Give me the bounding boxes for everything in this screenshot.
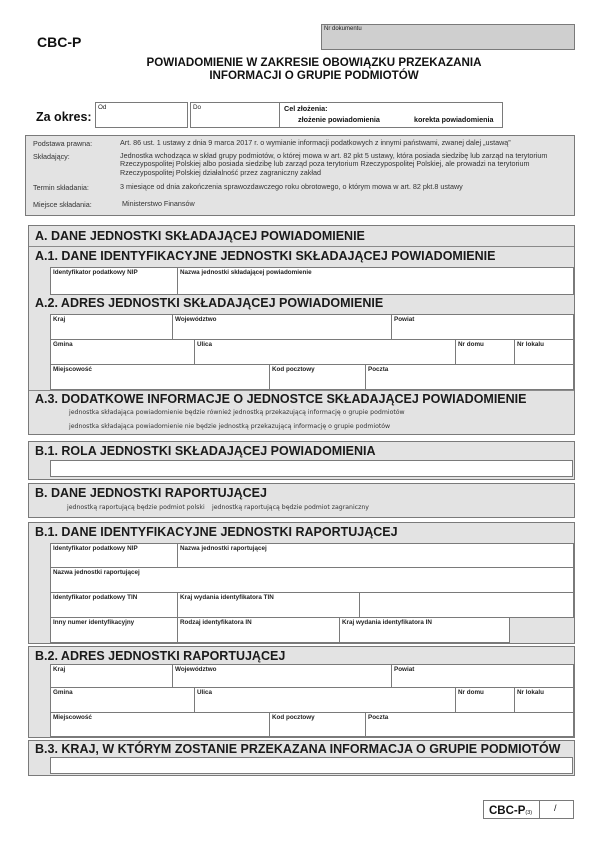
a2-nr-domu-label: Nr domu [458,341,484,348]
section-b3 [28,740,575,776]
a2-wojewodztwo-field[interactable] [172,314,392,340]
b1-tin-field[interactable] [50,592,178,618]
a2-ulica-label: Ulica [197,341,213,348]
section-a [28,225,575,435]
section-b-title: B. DANE JEDNOSTKI RAPORTUJĄCEJ [35,486,267,500]
form-title [0,56,600,82]
a2-nr-domu-field[interactable] [455,339,515,365]
b1-name2-label: Nazwa jednostki raportującej [53,569,140,576]
period-from-label: Od [98,104,107,111]
b1-name-label: Nazwa jednostki raportującej [180,545,267,552]
title-line-1: POWIADOMIENIE W ZAKRESIE OBOWIĄZKU PRZEKAZANIA [146,56,482,69]
a3-option-will-report[interactable]: jednostka składająca powiadomienie będzie również jednostką przekazującą informację o grupie podmiotów [69,409,405,416]
a2-wojewodztwo-label: Województwo [175,316,217,323]
b3-country-field[interactable] [50,757,573,774]
b2-powiat-label: Powiat [394,666,415,673]
b2-gmina-label: Gmina [53,689,73,696]
doc-number-label: Nr dokumentu [324,26,362,32]
footer-code: CBC-P [489,805,526,817]
info-key-legal-basis: Podstawa prawna: [33,139,93,148]
b2-wojewodztwo-label: Województwo [175,666,217,673]
period-from-field[interactable] [95,102,188,128]
b1-tin-country-field[interactable] [177,592,360,618]
doc-number-field[interactable] [321,24,575,50]
b1-tin-label: Identyfikator podatkowy TIN [53,594,138,601]
a1-nip-label: Identyfikator podatkowy NIP [53,269,138,276]
info-key-deadline: Termin składania: [33,183,89,192]
b2-poczta-label: Poczta [368,714,389,721]
section-a2-title: A.2. ADRES JEDNOSTKI SKŁADAJĄCEJ POWIADOMIENIE [35,296,384,310]
a3-option-will-not-report[interactable]: jednostka składająca powiadomienie nie będzie jednostką przekazującą informację o grupie podmiotów [69,423,391,430]
b2-wojewodztwo-field[interactable] [172,664,392,688]
purpose-box [279,102,503,128]
info-key-place: Miejsce składania: [33,200,92,209]
b2-powiat-field[interactable] [391,664,574,688]
footer-page-box [483,800,574,819]
period-to-field[interactable] [190,102,283,128]
b1-in-type-field[interactable] [177,617,340,643]
b2-kraj-field[interactable] [50,664,173,688]
info-value-place: Ministerstwo Finansów [122,199,195,208]
b2-ulica-label: Ulica [197,689,213,696]
b1-nip-label: Identyfikator podatkowy NIP [53,545,138,552]
section-a3-title: A.3. DODATKOWE INFORMACJE O JEDNOSTCE SKŁADAJĄCEJ POWIADOMIENIE [35,392,527,406]
b2-miejscowosc-field[interactable] [50,712,270,737]
a2-ulica-field[interactable] [194,339,456,365]
section-a1-title: A.1. DANE IDENTYFIKACYJNE JEDNOSTKI SKŁADAJĄCEJ POWIADOMIENIE [35,249,496,263]
a2-powiat-label: Powiat [394,316,415,323]
a1-name-label: Nazwa jednostki składającej powiadomienie [180,269,312,276]
form-code: CBC-P [37,34,82,50]
b2-kraj-label: Kraj [53,666,66,673]
b2-nr-domu-field[interactable] [455,687,515,713]
b-option-polish[interactable]: jednostką raportującą będzie podmiot polski [67,504,205,511]
b2-nr-lokalu-field[interactable] [514,687,574,713]
title-line-2: INFORMACJI O GRUPIE PODMIOTÓW [209,69,419,82]
section-a-title: A. DANE JEDNOSTKI SKŁADAJĄCEJ POWIADOMIENIE [35,229,365,243]
purpose-option-submit[interactable]: złożenie powiadomienia [298,115,380,124]
section-b2-title: B.2. ADRES JEDNOSTKI RAPORTUJĄCEJ [35,649,286,663]
info-key-submitter: Składający: [33,152,70,161]
section-b1-title: B.1. DANE IDENTYFIKACYJNE JEDNOSTKI RAPORTUJĄCEJ [35,525,398,539]
a1-name-field[interactable] [177,267,574,295]
a2-kraj-label: Kraj [53,316,66,323]
a2-nr-lokalu-field[interactable] [514,339,574,365]
period-label: Za okres: [36,110,92,124]
b1-in-type-label: Rodzaj identyfikatora IN [180,619,252,626]
a2-miejscowosc-field[interactable] [50,364,270,390]
purpose-option-correction[interactable]: korekta powiadomienia [414,115,494,124]
section-b-role [28,441,575,480]
a1-nip-field[interactable] [50,267,178,295]
footer-page: / [554,803,557,813]
a2-powiat-field[interactable] [391,314,574,340]
b1-tin-country-label: Kraj wydania identyfikatora TIN [180,594,274,601]
a2-gmina-label: Gmina [53,341,73,348]
info-value-deadline: 3 miesiące od dnia zakończenia sprawozdawczego roku obrotowego, o którym mowa w art. 82 pkt.8 ustawy [120,182,463,191]
b2-ulica-field[interactable] [194,687,456,713]
purpose-label: Cel złożenia: [284,104,328,113]
b1-in-country-field[interactable] [339,617,510,643]
b1-nip-field[interactable] [50,543,178,568]
b-role-field[interactable] [50,460,573,477]
footer-code-cell [484,801,540,818]
b1-in-field[interactable] [50,617,178,643]
section-b3-title: B.3. KRAJ, W KTÓRYM ZOSTANIE PRZEKAZANA INFORMACJA O GRUPIE PODMIOTÓW [35,742,561,756]
a2-nr-lokalu-label: Nr lokalu [517,341,544,348]
section-b2 [28,646,575,738]
b2-miejscowosc-label: Miejscowość [53,714,92,721]
section-b1 [28,522,575,644]
b1-tin-extra-field[interactable] [359,592,574,618]
b2-gmina-field[interactable] [50,687,195,713]
b1-name2-field[interactable] [50,567,574,593]
section-b-role-title: B.1. ROLA JEDNOSTKI SKŁADAJĄCEJ POWIADOMIENIA [35,444,376,458]
a2-kod-field[interactable] [269,364,366,390]
b1-in-label: Inny numer identyfikacyjny [53,619,135,626]
a2-miejscowosc-label: Miejscowość [53,366,92,373]
a2-gmina-field[interactable] [50,339,195,365]
info-box [25,135,575,216]
period-to-label: Do [193,104,202,111]
a2-kraj-field[interactable] [50,314,173,340]
b1-name-field[interactable] [177,543,574,568]
info-value-legal-basis: Art. 86 ust. 1 ustawy z dnia 9 marca 2017 r. o wymianie informacji podatkowych z innymi państwami, zwanej dalej „ustawą” [120,138,511,147]
b2-nr-domu-label: Nr domu [458,689,484,696]
section-b [28,483,575,518]
b2-kod-field[interactable] [269,712,366,737]
b2-poczta-field[interactable] [365,712,574,737]
info-value-submitter: Jednostka wchodząca w skład grupy podmiotów, o której mowa w art. 82 pkt 5 ustawy, która posiada siedzibę lub zarząd na terytorium Rzeczypospolitej Polskiej albo posiada siedzibę lub zarząd poza terytorium Rzeczypospolitej Polskiej, ale prowadzi na terytorium Rzeczypospolitej Polskiej działalność przez zagraniczny zakład [120,151,548,177]
a2-kod-label: Kod pocztowy [272,366,315,373]
b1-in-country-label: Kraj wydania identyfikatora IN [342,619,432,626]
b2-kod-label: Kod pocztowy [272,714,315,721]
a2-poczta-field[interactable] [365,364,574,390]
a2-poczta-label: Poczta [368,366,389,373]
footer-version: (3) [525,810,533,816]
b2-nr-lokalu-label: Nr lokalu [517,689,544,696]
b-option-foreign[interactable]: jednostką raportującą będzie podmiot zagraniczny [212,504,369,511]
